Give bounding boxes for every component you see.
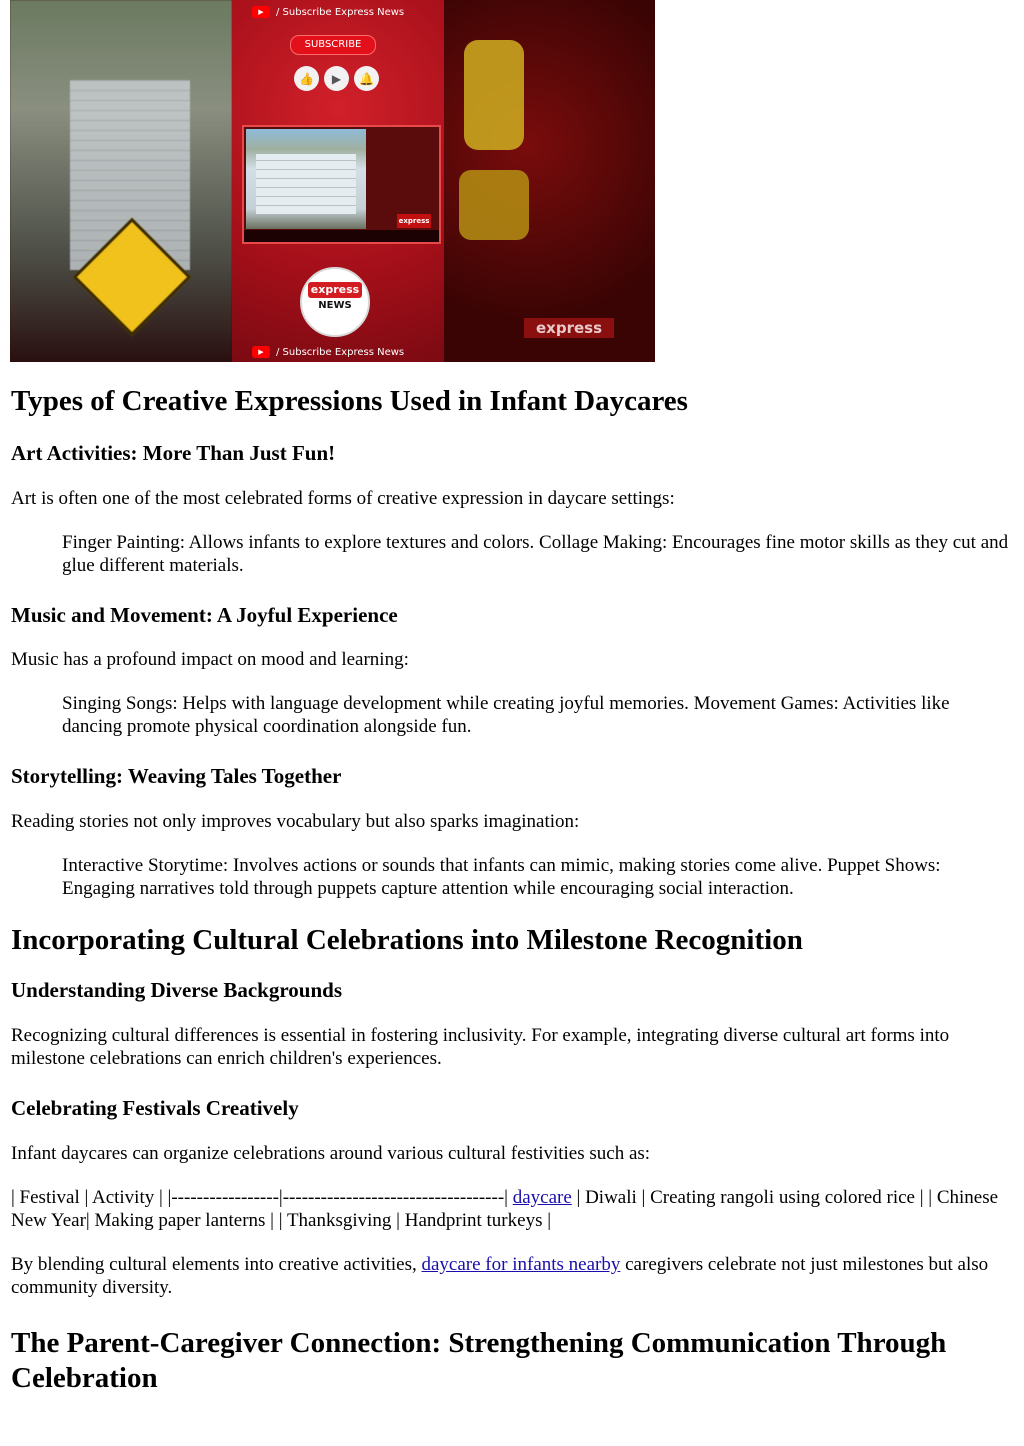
subsection-heading: Storytelling: Weaving Tales Together: [11, 764, 342, 788]
daycare-link[interactable]: daycare: [512, 1187, 572, 1208]
festival-table-text: [11, 1186, 1013, 1232]
action-icons: [294, 66, 379, 91]
subscribe-caption-top: [252, 3, 404, 21]
thumbnail-right-panel: [444, 0, 655, 362]
brick-wall-image: [256, 154, 356, 214]
bell-icon[interactable]: 🔔: [354, 66, 379, 91]
blockquote-list: Finger Painting: Allows infants to explore textures and colors. Collage Making: Encourages fine motor skills as they cut and glue different materials.: [62, 532, 1009, 576]
table-text: | Diwali | Creating rangoli using colored rice | | Chinese New Year| Making paper lanterns | | Thanksgiving | Handprint turkeys |: [11, 1187, 999, 1231]
thumbnail-center-panel: [232, 0, 444, 362]
inner-photo: [246, 129, 366, 229]
paragraph-text: By blending cultural elements into creative activities,: [11, 1254, 422, 1275]
express-news-logo: [300, 267, 370, 337]
section-heading: The Parent-Caregiver Connection: Strengthening Communication Through Celebration: [11, 1327, 947, 1394]
paragraph: Reading stories not only improves vocabulary but also sparks imagination:: [11, 811, 580, 832]
logo-bottom-text: NEWS: [318, 300, 352, 311]
paragraph: Music has a profound impact on mood and learning:: [11, 649, 409, 670]
paragraph: Art is often one of the most celebrated forms of creative expression in daycare settings:: [11, 488, 675, 509]
thumbnail-left-panel: [10, 0, 232, 362]
daycare-nearby-link[interactable]: daycare for infants nearby: [421, 1254, 621, 1275]
subscribe-caption-bottom: [252, 343, 404, 361]
gold-graphic: [464, 40, 524, 150]
blockquote-list: Interactive Storytime: Involves actions or sounds that infants can mimic, making stories come alive. Puppet Shows: Engaging narratives told through puppets capture attention while encouraging social interaction.: [62, 855, 941, 899]
article-body: [11, 384, 1013, 1396]
youtube-icon: ▶: [252, 346, 270, 358]
subsection-heading: Celebrating Festivals Creatively: [11, 1096, 299, 1120]
paragraph: Recognizing cultural differences is essential in fostering inclusivity. For example, integrating diverse cultural art forms into milestone celebrations can enrich children's experiences.: [11, 1025, 950, 1069]
subsection-heading: Art Activities: More Than Just Fun!: [11, 441, 336, 465]
table-text: | Festival | Activity | |-----------------|-----------------------------------|: [11, 1187, 513, 1208]
video-thumbnail[interactable]: [10, 0, 655, 362]
logo-top-text: express: [308, 282, 362, 298]
paragraph-text: caregivers celebrate not just milestones but also community diversity.: [11, 1254, 989, 1298]
subscribe-caption-text: / Subscribe Express News: [276, 6, 405, 18]
play-icon[interactable]: ▶: [324, 66, 349, 91]
news-ticker: [244, 230, 439, 242]
section-heading: Types of Creative Expressions Used in Infant Daycares: [11, 385, 688, 417]
inner-video-frame: [242, 125, 441, 244]
subsection-heading: Understanding Diverse Backgrounds: [11, 978, 342, 1002]
subsection-heading: Music and Movement: A Joyful Experience: [11, 603, 398, 627]
paragraph: Infant daycares can organize celebrations around various cultural festivities such as:: [11, 1143, 651, 1164]
youtube-icon: ▶: [252, 6, 270, 18]
subscribe-caption-text: / Subscribe Express News: [276, 346, 405, 358]
section-heading: Incorporating Cultural Celebrations into Milestone Recognition: [11, 924, 803, 956]
inner-logo: express: [397, 214, 431, 228]
thumbs-up-icon[interactable]: 👍: [294, 66, 319, 91]
gold-graphic: [459, 170, 529, 240]
subscribe-button[interactable]: SUBSCRIBE: [290, 35, 376, 55]
paragraph: [11, 1253, 1013, 1299]
blockquote-list: Singing Songs: Helps with language development while creating joyful memories. Movement Games: Activities like dancing promote physical coordination alongside fun.: [62, 693, 950, 737]
side-logo: express: [524, 318, 614, 338]
